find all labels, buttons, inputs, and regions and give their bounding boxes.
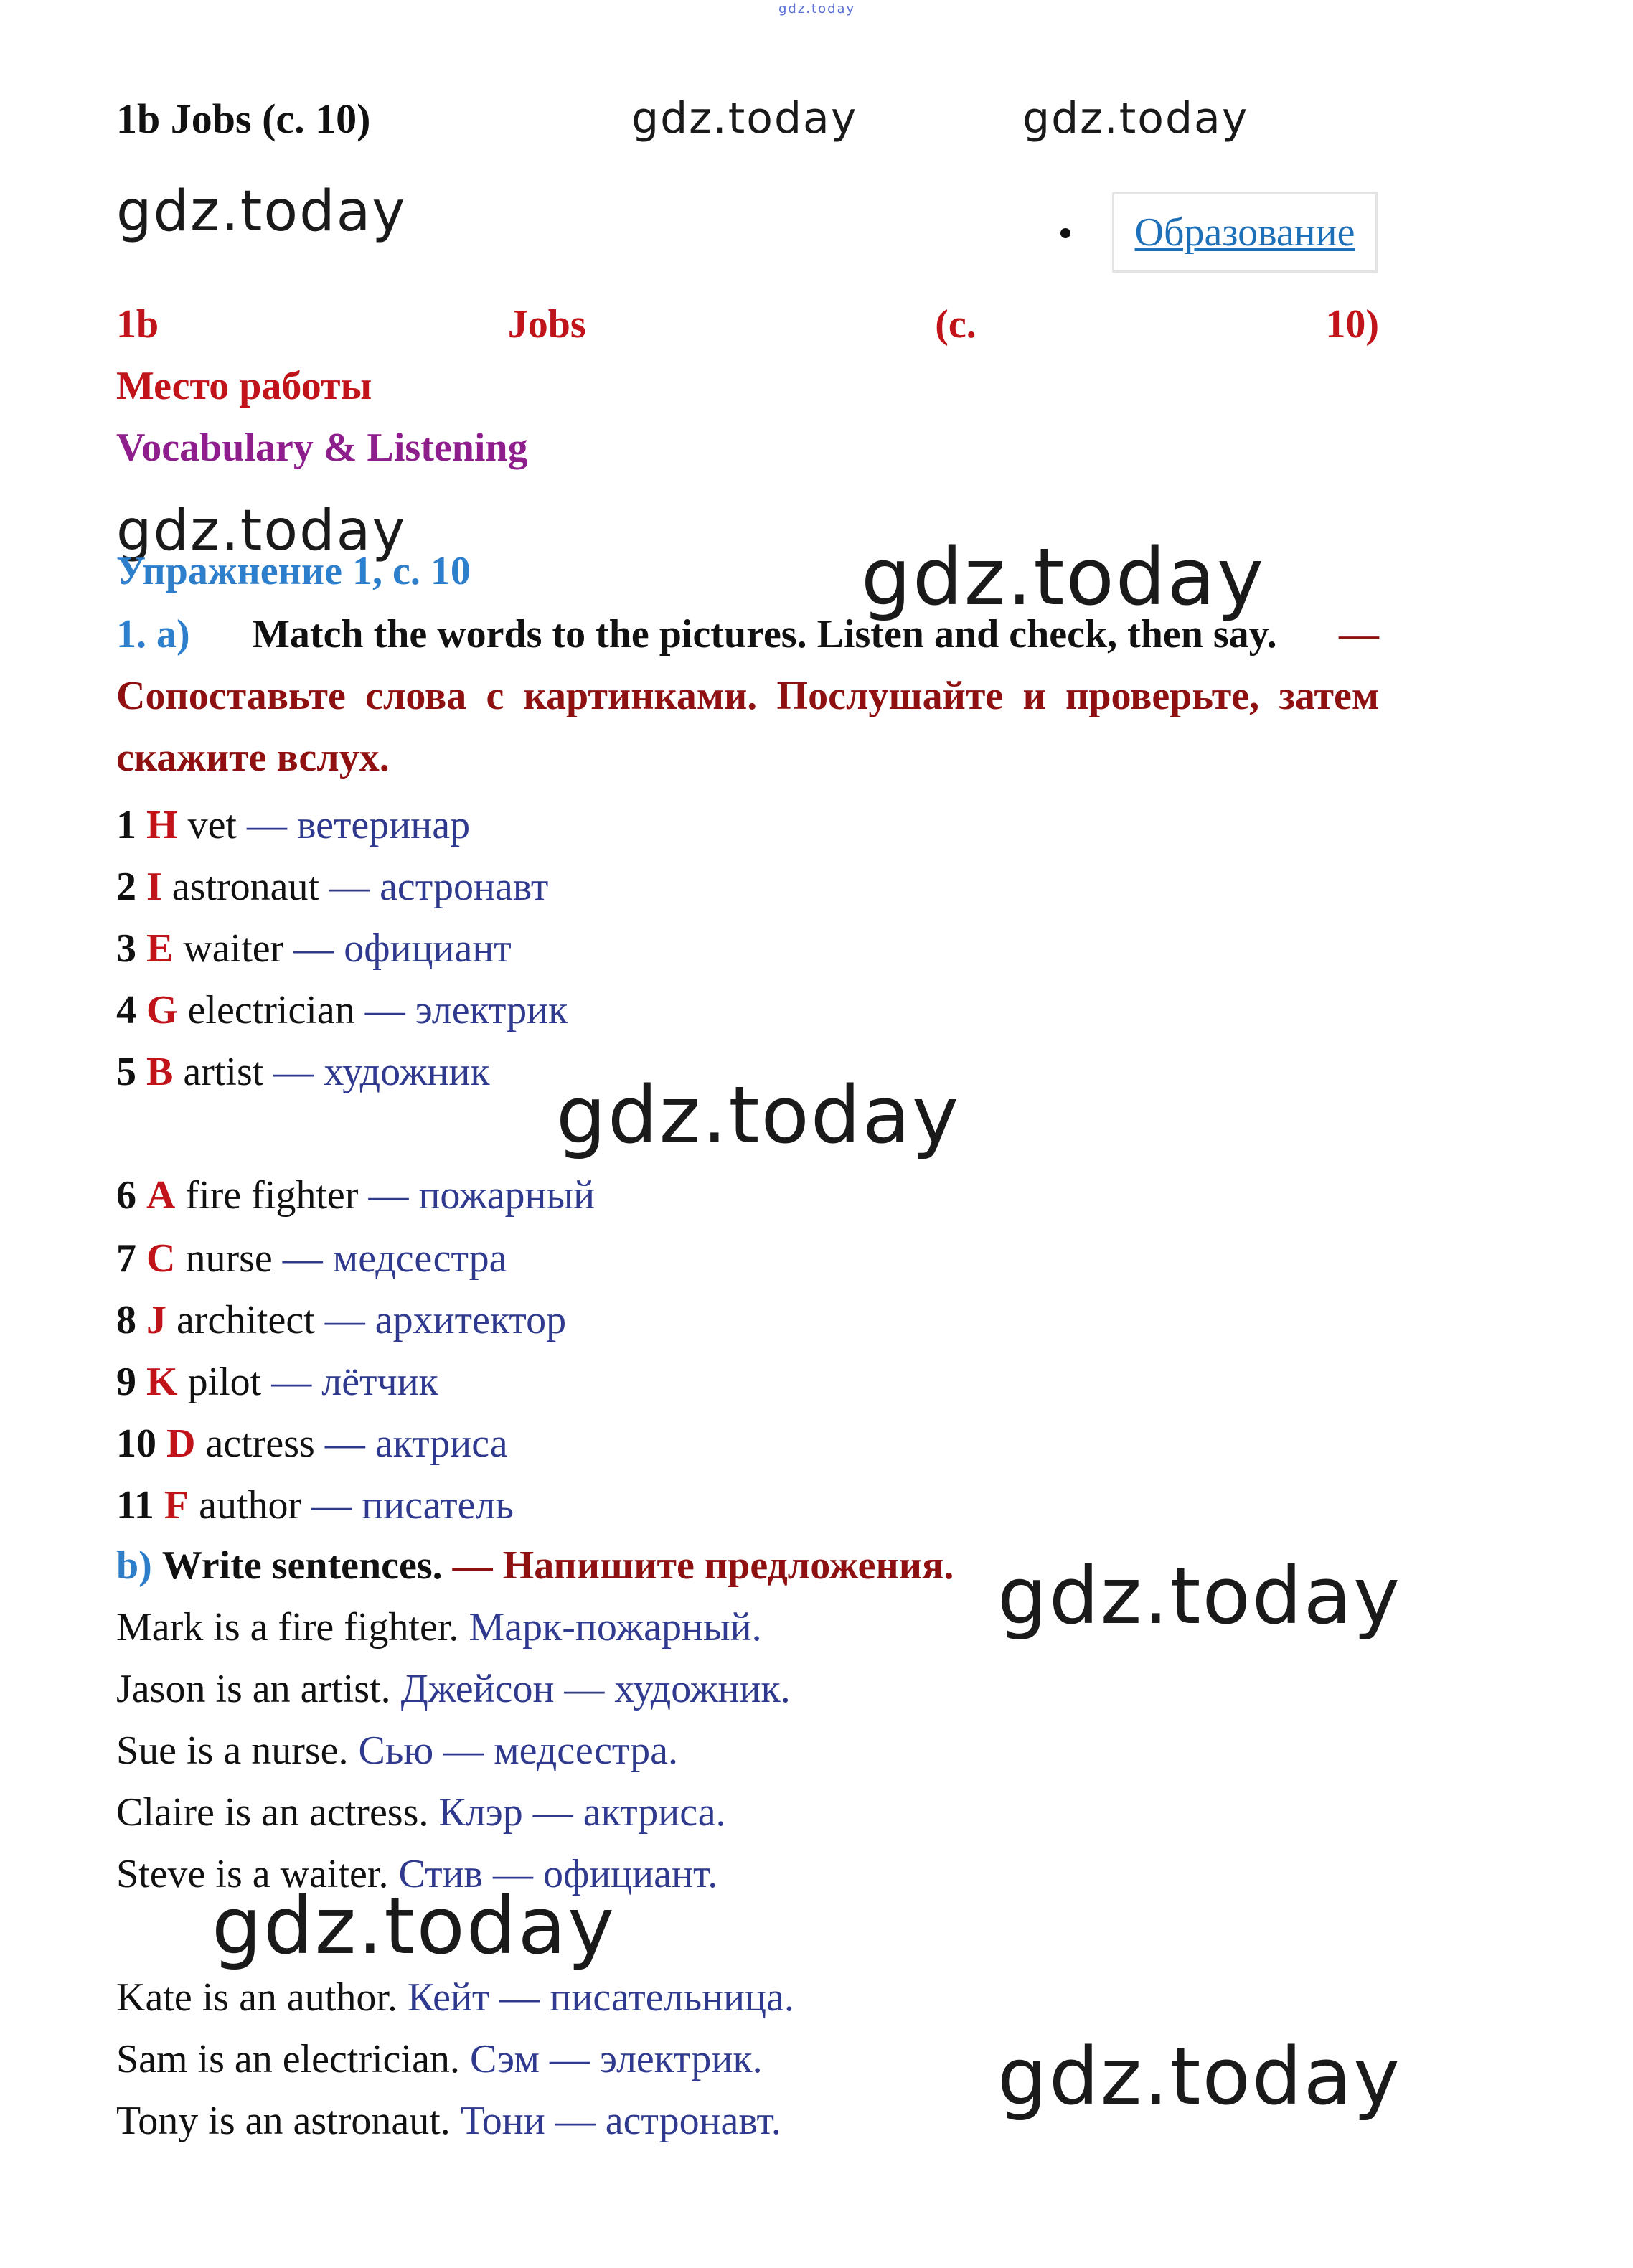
word-item — [116, 1482, 514, 1528]
watermark: gdz.today — [631, 93, 858, 143]
word-number: 11 — [116, 1483, 154, 1528]
word-en: architect — [177, 1298, 315, 1342]
sentence-item — [116, 2098, 781, 2144]
word-number: 5 — [116, 1050, 136, 1094]
task-b-num: b) — [116, 1543, 152, 1588]
word-item — [116, 1172, 595, 1218]
watermark: gdz.today — [116, 499, 407, 563]
sentence-item — [116, 1728, 678, 1774]
lesson-title: Jobs — [507, 302, 586, 347]
word-item — [116, 987, 568, 1033]
watermark-top: gdz.today — [778, 1, 856, 17]
word-number: 1 — [116, 803, 136, 847]
word-number: 2 — [116, 865, 136, 909]
sentence-ru: Сью — медсестра. — [358, 1728, 678, 1773]
sentence-en: Tony is an astronaut. — [116, 2099, 451, 2143]
word-en: electrician — [187, 988, 355, 1032]
word-number: 6 — [116, 1173, 136, 1218]
nav-link-box — [1112, 192, 1378, 273]
word-letter: F — [164, 1483, 189, 1528]
task-a — [116, 611, 1379, 657]
sentence-ru: Марк-пожарный. — [469, 1605, 762, 1650]
sentence-ru: Кейт — писательница. — [407, 1975, 794, 2020]
word-en: actress — [205, 1421, 315, 1466]
word-item — [116, 1049, 490, 1095]
word-item — [116, 1421, 508, 1467]
word-item — [116, 802, 470, 848]
word-letter: B — [146, 1050, 174, 1094]
sentence-item — [116, 1851, 717, 1897]
word-ru: — ветеринар — [246, 803, 471, 847]
word-number: 4 — [116, 988, 136, 1032]
task-a-ru-1: Сопоставьте слова с картинками. Послушайте и проверьте, затем — [116, 674, 1379, 718]
task-b — [116, 1543, 954, 1589]
word-en: astronaut — [171, 865, 320, 909]
word-letter: K — [146, 1360, 178, 1404]
sentence-en: Sue is a nurse. — [116, 1728, 349, 1773]
watermark: gdz.today — [997, 2031, 1402, 2122]
task-b-ru: — Напишите предложения. — [452, 1543, 954, 1588]
sentence-ru: Стив — официант. — [398, 1852, 718, 1896]
lesson-num: 1b — [116, 302, 159, 347]
task-a-ru-2: скажите вслух. — [116, 735, 390, 780]
word-number: 9 — [116, 1360, 136, 1404]
sentence-en: Mark is a fire fighter. — [116, 1605, 459, 1650]
lesson-page-prefix: (с. — [935, 302, 976, 347]
word-ru: — архитектор — [324, 1298, 567, 1342]
word-ru: — художник — [273, 1050, 490, 1094]
page-title: 1b Jobs (с. 10) — [116, 95, 371, 142]
word-letter: D — [166, 1421, 196, 1466]
sentence-en: Kate is an author. — [116, 1975, 397, 2020]
word-item — [116, 864, 548, 910]
word-number: 3 — [116, 926, 136, 971]
sentence-en: Steve is a waiter. — [116, 1852, 389, 1896]
sentence-en: Claire is an actress. — [116, 1790, 429, 1835]
sentence-ru: Клэр — актриса. — [438, 1790, 726, 1835]
sentence-item — [116, 2036, 763, 2082]
word-letter: H — [146, 803, 178, 847]
sentence-item — [116, 1666, 791, 1712]
word-ru: — писатель — [311, 1483, 514, 1528]
word-letter: G — [146, 988, 178, 1032]
word-ru: — астронавт — [329, 865, 549, 909]
word-number: 7 — [116, 1236, 136, 1281]
lesson-page: 10) — [1325, 302, 1379, 347]
watermark: gdz.today — [116, 179, 407, 244]
lesson-heading — [116, 301, 1379, 347]
word-item — [116, 926, 512, 971]
word-en: pilot — [187, 1360, 262, 1404]
word-ru: — актриса — [324, 1421, 508, 1466]
watermark: gdz.today — [997, 1550, 1402, 1642]
watermark: gdz.today — [1022, 93, 1249, 143]
exercise-heading: Упражнение 1, с. 10 — [116, 549, 471, 593]
watermark: gdz.today — [212, 1880, 616, 1972]
sentence-item — [116, 1789, 726, 1835]
word-letter: E — [146, 926, 174, 971]
task-a-en: Match the words to the pictures. Listen and check, then say. — [252, 612, 1277, 657]
word-letter: A — [146, 1173, 176, 1218]
watermark: gdz.today — [556, 1069, 961, 1161]
sentence-en: Jason is an artist. — [116, 1667, 391, 1711]
word-en: fire fighter — [185, 1173, 359, 1218]
word-ru: — официант — [293, 926, 512, 971]
word-ru: — лётчик — [271, 1360, 438, 1404]
word-letter: J — [146, 1298, 166, 1342]
sentence-item — [116, 1604, 762, 1650]
word-en: nurse — [185, 1236, 273, 1281]
word-item — [116, 1297, 566, 1343]
task-a-dash: — — [1339, 612, 1379, 657]
word-number: 8 — [116, 1298, 136, 1342]
word-letter: I — [146, 865, 162, 909]
section-heading: Vocabulary & Listening — [116, 425, 528, 470]
word-en: vet — [187, 803, 237, 847]
sentence-en: Sam is an electrician. — [116, 2037, 460, 2081]
word-ru: — электрик — [364, 988, 568, 1032]
task-a-num: 1. a) — [116, 612, 190, 657]
sentence-ru: Сэм — электрик. — [469, 2037, 763, 2081]
word-en: artist — [183, 1050, 264, 1094]
word-letter: C — [146, 1236, 176, 1281]
word-number: 10 — [116, 1421, 156, 1466]
word-item — [116, 1236, 507, 1281]
task-b-en: Write sentences. — [161, 1543, 443, 1588]
nav-bullet — [1060, 228, 1070, 238]
word-en: waiter — [183, 926, 284, 971]
sentence-item — [116, 1975, 794, 2020]
sentence-ru: Тони — астронавт. — [460, 2099, 781, 2143]
word-ru: — пожарный — [368, 1173, 596, 1218]
word-ru: — медсестра — [282, 1236, 507, 1281]
sentence-ru: Джейсон — художник. — [400, 1667, 791, 1711]
education-link[interactable]: Образование — [1134, 210, 1355, 255]
word-en: author — [199, 1483, 302, 1528]
subtitle: Место работы — [116, 364, 372, 408]
watermark: gdz.today — [861, 531, 1266, 623]
word-item — [116, 1359, 438, 1405]
